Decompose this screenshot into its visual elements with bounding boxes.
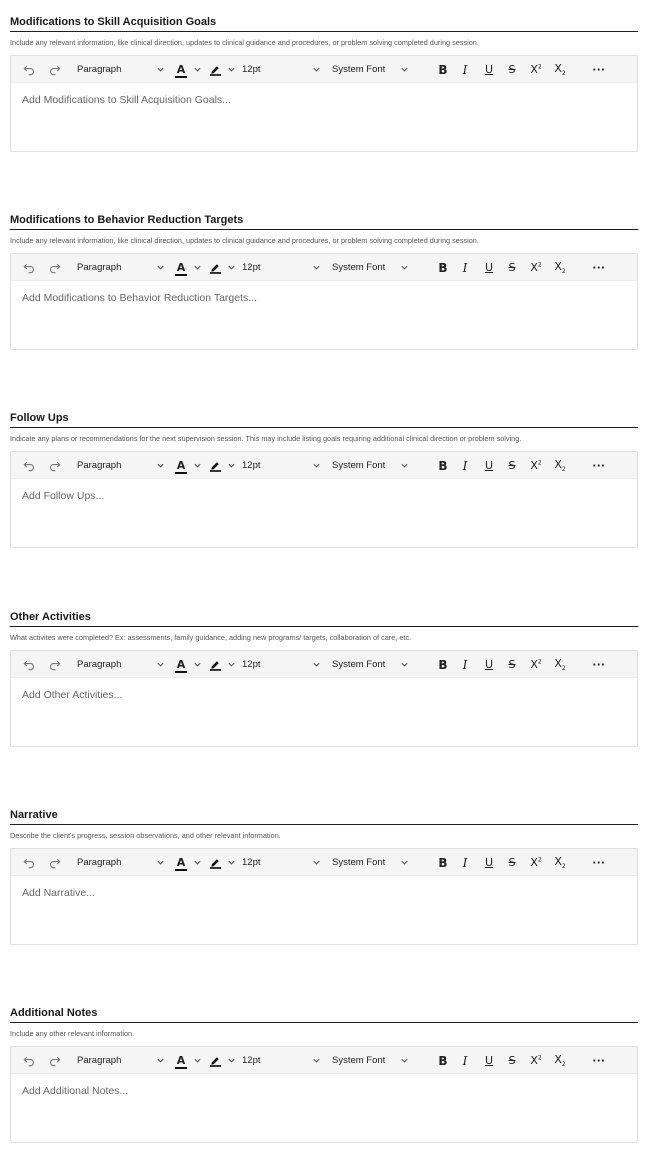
section-description: Indicate any plans or recommendations for the next supervision session. This may include listing goals requiring additional clinical direction or problem solving. xyxy=(10,434,522,443)
font-size-value: 12pt xyxy=(242,262,261,273)
chevron-down-icon xyxy=(312,858,321,867)
more-dots-icon: ··· xyxy=(592,458,606,473)
chevron-down-icon xyxy=(227,858,236,867)
text-color-button[interactable] xyxy=(173,849,189,876)
note-section xyxy=(10,610,638,747)
chevron-down-icon xyxy=(193,461,202,470)
chevron-down-icon xyxy=(156,65,165,74)
note-section xyxy=(10,808,638,945)
chevron-down-icon xyxy=(227,660,236,669)
underline-icon: U xyxy=(484,658,494,671)
subscript-icon: $X_2$ xyxy=(554,259,566,276)
chevron-down-icon xyxy=(156,1056,165,1065)
font-size-value: 12pt xyxy=(242,857,261,868)
strikethrough-button[interactable] xyxy=(504,849,520,876)
editor-toolbar xyxy=(11,254,637,281)
chevron-down-icon xyxy=(400,660,409,669)
editor-toolbar xyxy=(11,452,637,479)
section-divider xyxy=(10,1022,638,1023)
highlight-color-button[interactable] xyxy=(207,651,223,678)
chevron-down-icon xyxy=(193,1056,202,1065)
redo-button[interactable] xyxy=(45,651,63,678)
note-section xyxy=(10,1006,638,1143)
chevron-down-icon xyxy=(400,65,409,74)
bold-icon: B xyxy=(438,657,448,672)
block-format-value: Paragraph xyxy=(77,1055,122,1066)
subscript-button[interactable] xyxy=(551,1047,569,1074)
superscript-button[interactable] xyxy=(527,254,545,281)
block-format-value: Paragraph xyxy=(77,262,122,273)
block-format-value: Paragraph xyxy=(77,460,122,471)
font-size-value: 12pt xyxy=(242,460,261,471)
redo-button[interactable] xyxy=(45,849,63,876)
text-color-icon: A xyxy=(176,856,186,869)
superscript-button[interactable] xyxy=(527,452,545,479)
more-options-button[interactable] xyxy=(589,56,609,83)
more-dots-icon: ··· xyxy=(592,657,606,672)
more-options-button[interactable] xyxy=(589,849,609,876)
italic-button[interactable] xyxy=(457,651,473,678)
subscript-button[interactable] xyxy=(551,452,569,479)
font-family-value: System Font xyxy=(332,659,386,670)
bold-button[interactable] xyxy=(435,254,451,281)
font-family-value: System Font xyxy=(332,262,386,273)
font-size-value: 12pt xyxy=(242,1055,261,1066)
more-options-button[interactable] xyxy=(589,254,609,281)
editor-content-area[interactable] xyxy=(11,479,637,513)
strikethrough-icon: S xyxy=(508,856,516,869)
block-format-select[interactable] xyxy=(77,849,167,876)
chevron-down-icon xyxy=(156,858,165,867)
italic-button[interactable] xyxy=(457,56,473,83)
text-color-button[interactable] xyxy=(173,651,189,678)
font-size-select[interactable] xyxy=(242,849,322,876)
superscript-button[interactable] xyxy=(527,651,545,678)
strikethrough-icon: S xyxy=(508,459,516,472)
undo-icon xyxy=(23,262,36,274)
block-format-value: Paragraph xyxy=(77,659,122,670)
subscript-button[interactable] xyxy=(551,849,569,876)
italic-button[interactable] xyxy=(457,849,473,876)
section-description: What activites were completed? Ex: assessments, family guidance, adding new programs/ targets, collaboration of care, etc. xyxy=(10,633,412,642)
redo-icon xyxy=(48,64,61,76)
rich-text-editor xyxy=(10,55,638,152)
strikethrough-icon: S xyxy=(508,658,516,671)
highlight-color-button[interactable] xyxy=(207,56,223,83)
text-color-button[interactable] xyxy=(173,1047,189,1074)
undo-button[interactable] xyxy=(20,849,38,876)
superscript-icon: $X^2$ xyxy=(530,261,542,274)
bold-icon: B xyxy=(438,855,448,870)
redo-button[interactable] xyxy=(45,254,63,281)
italic-icon: I xyxy=(462,855,468,870)
redo-button[interactable] xyxy=(45,1047,63,1074)
bold-icon: B xyxy=(438,1053,448,1068)
text-color-icon: A xyxy=(176,658,186,671)
highlighter-icon xyxy=(209,63,222,76)
rich-text-editor xyxy=(10,451,638,548)
highlighter-icon xyxy=(209,1054,222,1067)
section-title: Modifications to Skill Acquisition Goals xyxy=(10,16,217,28)
chevron-down-icon xyxy=(400,858,409,867)
superscript-icon: $X^2$ xyxy=(530,459,542,472)
text-color-button[interactable] xyxy=(173,254,189,281)
chevron-down-icon xyxy=(156,660,165,669)
superscript-icon: $X^2$ xyxy=(530,856,542,869)
chevron-down-icon xyxy=(400,1056,409,1065)
redo-icon xyxy=(48,857,61,869)
font-size-select[interactable] xyxy=(242,452,322,479)
chevron-down-icon xyxy=(312,263,321,272)
chevron-down-icon xyxy=(193,65,202,74)
undo-icon xyxy=(23,64,36,76)
chevron-down-icon xyxy=(312,65,321,74)
editor-placeholder: Add Modifications to Behavior Reduction Targets... xyxy=(22,292,258,304)
italic-button[interactable] xyxy=(457,254,473,281)
section-title: Follow Ups xyxy=(10,412,69,424)
text-color-button[interactable] xyxy=(173,452,189,479)
note-section xyxy=(10,411,638,548)
font-size-select[interactable] xyxy=(242,1047,322,1074)
underline-icon: U xyxy=(484,63,494,76)
underline-button[interactable] xyxy=(481,56,497,83)
editor-content-area[interactable] xyxy=(11,1074,637,1108)
font-family-value: System Font xyxy=(332,857,386,868)
chevron-down-icon xyxy=(193,263,202,272)
editor-toolbar xyxy=(11,56,637,83)
editor-content-area[interactable] xyxy=(11,281,637,315)
subscript-icon: $X_2$ xyxy=(554,656,566,673)
chevron-down-icon xyxy=(156,263,165,272)
italic-button[interactable] xyxy=(457,452,473,479)
rich-text-editor xyxy=(10,253,638,350)
section-title: Additional Notes xyxy=(10,1007,98,1019)
bold-icon: B xyxy=(438,458,448,473)
underline-button[interactable] xyxy=(481,1047,497,1074)
redo-icon xyxy=(48,460,61,472)
highlighter-icon xyxy=(209,658,222,671)
more-options-button[interactable] xyxy=(589,1047,609,1074)
undo-button[interactable] xyxy=(20,56,38,83)
font-size-value: 12pt xyxy=(242,659,261,670)
italic-icon: I xyxy=(462,1053,468,1068)
section-description: Include any relevant information, like clinical direction, updates to clinical guidance and procedures, or problem solving completed during session. xyxy=(10,38,479,47)
bold-button[interactable] xyxy=(435,56,451,83)
block-format-select[interactable] xyxy=(77,452,167,479)
italic-button[interactable] xyxy=(457,1047,473,1074)
text-color-icon: A xyxy=(176,1054,186,1067)
strikethrough-icon: S xyxy=(508,1054,516,1067)
block-format-select[interactable] xyxy=(77,1047,167,1074)
chevron-down-icon xyxy=(227,65,236,74)
bold-button[interactable] xyxy=(435,651,451,678)
highlight-color-button[interactable] xyxy=(207,849,223,876)
section-title: Modifications to Behavior Reduction Targets xyxy=(10,214,244,226)
editor-placeholder: Add Other Activities... xyxy=(22,689,123,701)
section-divider xyxy=(10,626,638,627)
section-description: Include any other relevant information. xyxy=(10,1029,135,1038)
chevron-down-icon xyxy=(227,461,236,470)
bold-button[interactable] xyxy=(435,452,451,479)
undo-icon xyxy=(23,460,36,472)
text-color-icon: A xyxy=(176,63,186,76)
rich-text-editor xyxy=(10,848,638,945)
italic-icon: I xyxy=(462,458,468,473)
chevron-down-icon xyxy=(312,1056,321,1065)
underline-button[interactable] xyxy=(481,849,497,876)
strikethrough-icon: S xyxy=(508,63,516,76)
font-size-select[interactable] xyxy=(242,254,322,281)
section-title: Other Activities xyxy=(10,611,91,623)
text-color-icon: A xyxy=(176,261,186,274)
font-family-value: System Font xyxy=(332,64,386,75)
editor-toolbar xyxy=(11,651,637,678)
undo-icon xyxy=(23,857,36,869)
underline-icon: U xyxy=(484,1054,494,1067)
subscript-button[interactable] xyxy=(551,651,569,678)
more-dots-icon: ··· xyxy=(592,62,606,77)
section-divider xyxy=(10,31,638,32)
rich-text-editor xyxy=(10,650,638,747)
editor-placeholder: Add Follow Ups... xyxy=(22,490,105,502)
redo-button[interactable] xyxy=(45,452,63,479)
strikethrough-button[interactable] xyxy=(504,452,520,479)
section-divider xyxy=(10,229,638,230)
more-dots-icon: ··· xyxy=(592,260,606,275)
undo-button[interactable] xyxy=(20,1047,38,1074)
chevron-down-icon xyxy=(312,660,321,669)
undo-icon xyxy=(23,659,36,671)
superscript-button[interactable] xyxy=(527,849,545,876)
undo-button[interactable] xyxy=(20,452,38,479)
block-format-value: Paragraph xyxy=(77,64,122,75)
font-size-value: 12pt xyxy=(242,64,261,75)
editor-placeholder: Add Additional Notes... xyxy=(22,1085,129,1097)
underline-icon: U xyxy=(484,856,494,869)
editor-content-area[interactable] xyxy=(11,83,637,117)
strikethrough-button[interactable] xyxy=(504,1047,520,1074)
editor-placeholder: Add Modifications to Skill Acquisition Goals... xyxy=(22,94,231,106)
font-family-value: System Font xyxy=(332,1055,386,1066)
bold-icon: B xyxy=(438,62,448,77)
subscript-icon: $X_2$ xyxy=(554,854,566,871)
font-size-select[interactable] xyxy=(242,56,322,83)
section-title: Narrative xyxy=(10,809,58,821)
underline-button[interactable] xyxy=(481,254,497,281)
highlight-color-button[interactable] xyxy=(207,1047,223,1074)
redo-icon xyxy=(48,262,61,274)
italic-icon: I xyxy=(462,260,468,275)
undo-icon xyxy=(23,1055,36,1067)
more-options-button[interactable] xyxy=(589,452,609,479)
superscript-icon: $X^2$ xyxy=(530,658,542,671)
section-divider xyxy=(10,427,638,428)
chevron-down-icon xyxy=(227,263,236,272)
subscript-icon: $X_2$ xyxy=(554,457,566,474)
underline-icon: U xyxy=(484,261,494,274)
text-color-button[interactable] xyxy=(173,56,189,83)
chevron-down-icon xyxy=(227,1056,236,1065)
bold-button[interactable] xyxy=(435,1047,451,1074)
editor-content-area[interactable] xyxy=(11,678,637,712)
section-divider xyxy=(10,824,638,825)
italic-icon: I xyxy=(462,657,468,672)
highlighter-icon xyxy=(209,261,222,274)
undo-button[interactable] xyxy=(20,254,38,281)
redo-icon xyxy=(48,1055,61,1067)
highlighter-icon xyxy=(209,856,222,869)
chevron-down-icon xyxy=(400,263,409,272)
chevron-down-icon xyxy=(156,461,165,470)
underline-icon: U xyxy=(484,459,494,472)
superscript-button[interactable] xyxy=(527,56,545,83)
redo-button[interactable] xyxy=(45,56,63,83)
bold-icon: B xyxy=(438,260,448,275)
more-dots-icon: ··· xyxy=(592,855,606,870)
more-options-button[interactable] xyxy=(589,651,609,678)
more-dots-icon: ··· xyxy=(592,1053,606,1068)
chevron-down-icon xyxy=(312,461,321,470)
undo-button[interactable] xyxy=(20,651,38,678)
font-size-select[interactable] xyxy=(242,651,322,678)
font-family-value: System Font xyxy=(332,460,386,471)
block-format-value: Paragraph xyxy=(77,857,122,868)
strikethrough-button[interactable] xyxy=(504,651,520,678)
subscript-button[interactable] xyxy=(551,56,569,83)
superscript-icon: $X^2$ xyxy=(530,63,542,76)
chevron-down-icon xyxy=(193,858,202,867)
block-format-select[interactable] xyxy=(77,651,167,678)
superscript-button[interactable] xyxy=(527,1047,545,1074)
editor-toolbar xyxy=(11,849,637,876)
italic-icon: I xyxy=(462,62,468,77)
redo-icon xyxy=(48,659,61,671)
strikethrough-button[interactable] xyxy=(504,56,520,83)
chevron-down-icon xyxy=(193,660,202,669)
highlight-color-button[interactable] xyxy=(207,452,223,479)
editor-content-area[interactable] xyxy=(11,876,637,910)
section-description: Describe the client's progress, session observations, and other relevant information. xyxy=(10,831,281,840)
bold-button[interactable] xyxy=(435,849,451,876)
editor-toolbar xyxy=(11,1047,637,1074)
underline-button[interactable] xyxy=(481,651,497,678)
underline-button[interactable] xyxy=(481,452,497,479)
block-format-select[interactable] xyxy=(77,254,167,281)
superscript-icon: $X^2$ xyxy=(530,1054,542,1067)
highlight-color-button[interactable] xyxy=(207,254,223,281)
strikethrough-button[interactable] xyxy=(504,254,520,281)
subscript-icon: $X_2$ xyxy=(554,61,566,78)
chevron-down-icon xyxy=(400,461,409,470)
text-color-icon: A xyxy=(176,459,186,472)
note-section xyxy=(10,15,638,152)
subscript-icon: $X_2$ xyxy=(554,1052,566,1069)
rich-text-editor xyxy=(10,1046,638,1143)
subscript-button[interactable] xyxy=(551,254,569,281)
section-description: Include any relevant information, like clinical direction, updates to clinical guidance and procedures, or problem solving completed during session. xyxy=(10,236,479,245)
strikethrough-icon: S xyxy=(508,261,516,274)
note-section xyxy=(10,213,638,350)
highlighter-icon xyxy=(209,459,222,472)
editor-placeholder: Add Narrative... xyxy=(22,887,95,899)
block-format-select[interactable] xyxy=(77,56,167,83)
